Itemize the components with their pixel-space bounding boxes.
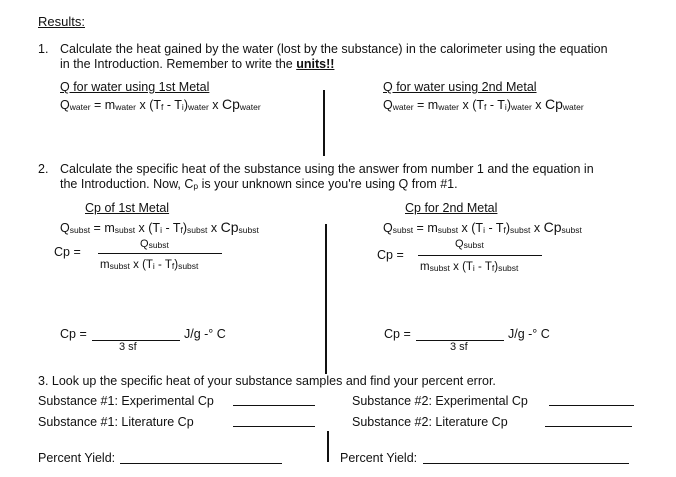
frac-numerator-right	[455, 238, 484, 250]
eq-close: )	[174, 259, 179, 271]
eq-sub: subst	[69, 225, 91, 235]
eq-sub: water	[392, 102, 414, 112]
eq-cp: Cp	[544, 96, 563, 112]
fraction-bar-right	[418, 255, 542, 256]
eq-sub: i	[472, 263, 475, 273]
eq-sub: subst	[187, 225, 208, 235]
cp-result-label-right[interactable]: Cp =	[384, 327, 411, 341]
eq-sub: f	[171, 261, 175, 271]
eq-sub: i	[152, 261, 155, 271]
eq-sub: water	[438, 102, 459, 112]
eq-sub: f	[491, 263, 495, 273]
sig-figs-right: 3 sf	[450, 341, 468, 353]
eq-sub: subst	[429, 263, 450, 273]
eq-sub: subst	[114, 225, 136, 235]
q2-line2	[60, 177, 458, 191]
eq-times: x	[530, 221, 544, 235]
q1-line2	[60, 57, 334, 71]
eq-sub: i	[160, 225, 162, 235]
s2-exp-blank[interactable]	[549, 405, 634, 406]
eq-sub: subst	[238, 225, 259, 235]
q1-number: 1.	[38, 42, 49, 56]
percent-yield-right-label: Percent Yield:	[340, 451, 418, 465]
eq-sub: subst	[148, 240, 169, 250]
eq-cp: Cp	[220, 219, 239, 235]
q2-number: 2.	[38, 162, 49, 176]
s2-lit-blank[interactable]	[545, 426, 632, 427]
eq-sub: subst	[109, 261, 130, 271]
eq-sub: water	[562, 102, 584, 112]
q1-left-equation	[60, 96, 261, 112]
q1-right-heading: Q for water using 2nd Metal	[383, 80, 537, 94]
eq-m: m	[420, 261, 430, 273]
eq-sub: f	[503, 225, 506, 235]
q1-line1: Calculate the heat gained by the water (lost by the substance) in the calorimeter using the equation	[60, 42, 608, 56]
s1-lit-blank[interactable]	[233, 426, 315, 427]
eq-t: (T	[462, 261, 473, 273]
eq-sub: i	[504, 102, 507, 112]
eq-times: x	[449, 261, 463, 273]
eq-minus: - T	[161, 221, 181, 235]
results-heading: Results:	[38, 14, 85, 29]
eq-q: Q	[60, 98, 70, 112]
eq-sub: subst	[498, 263, 519, 273]
eq-t: (T	[149, 98, 162, 112]
eq-equals: =	[90, 98, 105, 112]
eq-minus: - T	[163, 98, 182, 112]
eq-sub: i	[181, 102, 184, 112]
eq-sub: subst	[463, 240, 484, 250]
s1-lit-label: Substance #1: Literature Cp	[38, 415, 194, 429]
s1-exp-blank[interactable]	[233, 405, 315, 406]
cp-result-label-left[interactable]: Cp =	[60, 327, 87, 341]
s2-lit-label: Substance #2: Literature Cp	[352, 415, 508, 429]
q3-line: 3. Look up the specific heat of your substance samples and find your percent error.	[38, 374, 496, 388]
eq-t: (T	[472, 98, 485, 112]
eq-close: )	[505, 221, 511, 235]
eq-q: Q	[383, 221, 393, 235]
frac-denominator-left	[100, 259, 198, 271]
q2-line2-text: the Introduction. Now, C	[60, 177, 194, 191]
eq-equals: =	[413, 221, 428, 235]
eq-m: m	[427, 98, 439, 112]
q2-left-heading: Cp of 1st Metal	[85, 201, 170, 215]
eq-minus: - T	[484, 221, 504, 235]
eq-sub: water	[69, 102, 91, 112]
eq-m: m	[100, 259, 110, 271]
eq-close: )	[183, 98, 188, 112]
cp-units-left: J/g -° C	[184, 327, 226, 341]
q1-line2-text: in the Introduction. Remember to write the	[60, 57, 297, 71]
column-divider	[327, 431, 329, 462]
eq-sub: f	[161, 102, 164, 112]
eq-t: (T	[148, 221, 161, 235]
eq-sub: water	[510, 102, 532, 112]
q1-right-equation	[383, 96, 584, 112]
eq-sub: f	[180, 225, 183, 235]
eq-close: )	[182, 221, 188, 235]
eq-minus: - T	[154, 259, 172, 271]
eq-sub: water	[115, 102, 136, 112]
q1-left-heading: Q for water using 1st Metal	[60, 80, 210, 94]
fraction-bar-left	[98, 253, 222, 254]
cp-label-left: Cp =	[54, 245, 81, 259]
eq-t: (T	[471, 221, 484, 235]
eq-cp: Cp	[221, 96, 240, 112]
percent-yield-left-blank[interactable]	[120, 463, 282, 464]
eq-q: Q	[140, 238, 149, 250]
q2-sub-p: p	[193, 181, 199, 191]
eq-times: x	[135, 221, 149, 235]
eq-minus: - T	[486, 98, 505, 112]
eq-times: x	[459, 98, 473, 112]
eq-m: m	[104, 98, 116, 112]
eq-close: )	[506, 98, 511, 112]
eq-sub: subst	[392, 225, 414, 235]
frac-numerator-left	[140, 238, 169, 250]
eq-sub: water	[187, 102, 209, 112]
column-divider	[325, 224, 327, 374]
q2-right-heading: Cp for 2nd Metal	[405, 201, 498, 215]
eq-m: m	[104, 221, 115, 235]
eq-close: )	[494, 261, 499, 273]
s2-exp-label: Substance #2: Experimental Cp	[352, 394, 528, 408]
eq-t: (T	[142, 259, 153, 271]
eq-sub: subst	[437, 225, 459, 235]
eq-times: x	[136, 98, 150, 112]
eq-sub: f	[484, 102, 487, 112]
eq-sub: subst	[561, 225, 582, 235]
q2-line1: Calculate the specific heat of the substance using the answer from number 1 and the equation in	[60, 162, 594, 176]
sig-figs-left: 3 sf	[119, 341, 137, 353]
eq-sub: subst	[178, 261, 199, 271]
eq-q: Q	[383, 98, 393, 112]
q2-left-equation	[60, 219, 259, 235]
eq-times: x	[458, 221, 472, 235]
column-divider	[323, 90, 325, 156]
eq-sub: i	[483, 225, 485, 235]
frac-denominator-right	[420, 261, 518, 273]
cp-label-right: Cp =	[377, 248, 404, 262]
eq-times: x	[208, 98, 222, 112]
percent-yield-right-blank[interactable]	[423, 463, 629, 464]
q2-right-equation	[383, 219, 582, 235]
eq-times: x	[129, 259, 143, 271]
eq-times: x	[531, 98, 545, 112]
units-emphasis: units!!	[296, 57, 335, 71]
percent-yield-left-label: Percent Yield:	[38, 451, 116, 465]
eq-q: Q	[60, 221, 70, 235]
eq-minus: - T	[474, 261, 492, 273]
eq-q: Q	[455, 238, 464, 250]
eq-m: m	[427, 221, 438, 235]
eq-cp: Cp	[543, 219, 562, 235]
eq-equals: =	[413, 98, 428, 112]
eq-equals: =	[90, 221, 105, 235]
s1-exp-label: Substance #1: Experimental Cp	[38, 394, 214, 408]
q2-line2-text-b: is your unknown since you're using Q from #1.	[198, 177, 458, 191]
cp-units-right: J/g -° C	[508, 327, 550, 341]
eq-sub: subst	[510, 225, 531, 235]
eq-sub: water	[239, 102, 261, 112]
eq-times: x	[207, 221, 221, 235]
